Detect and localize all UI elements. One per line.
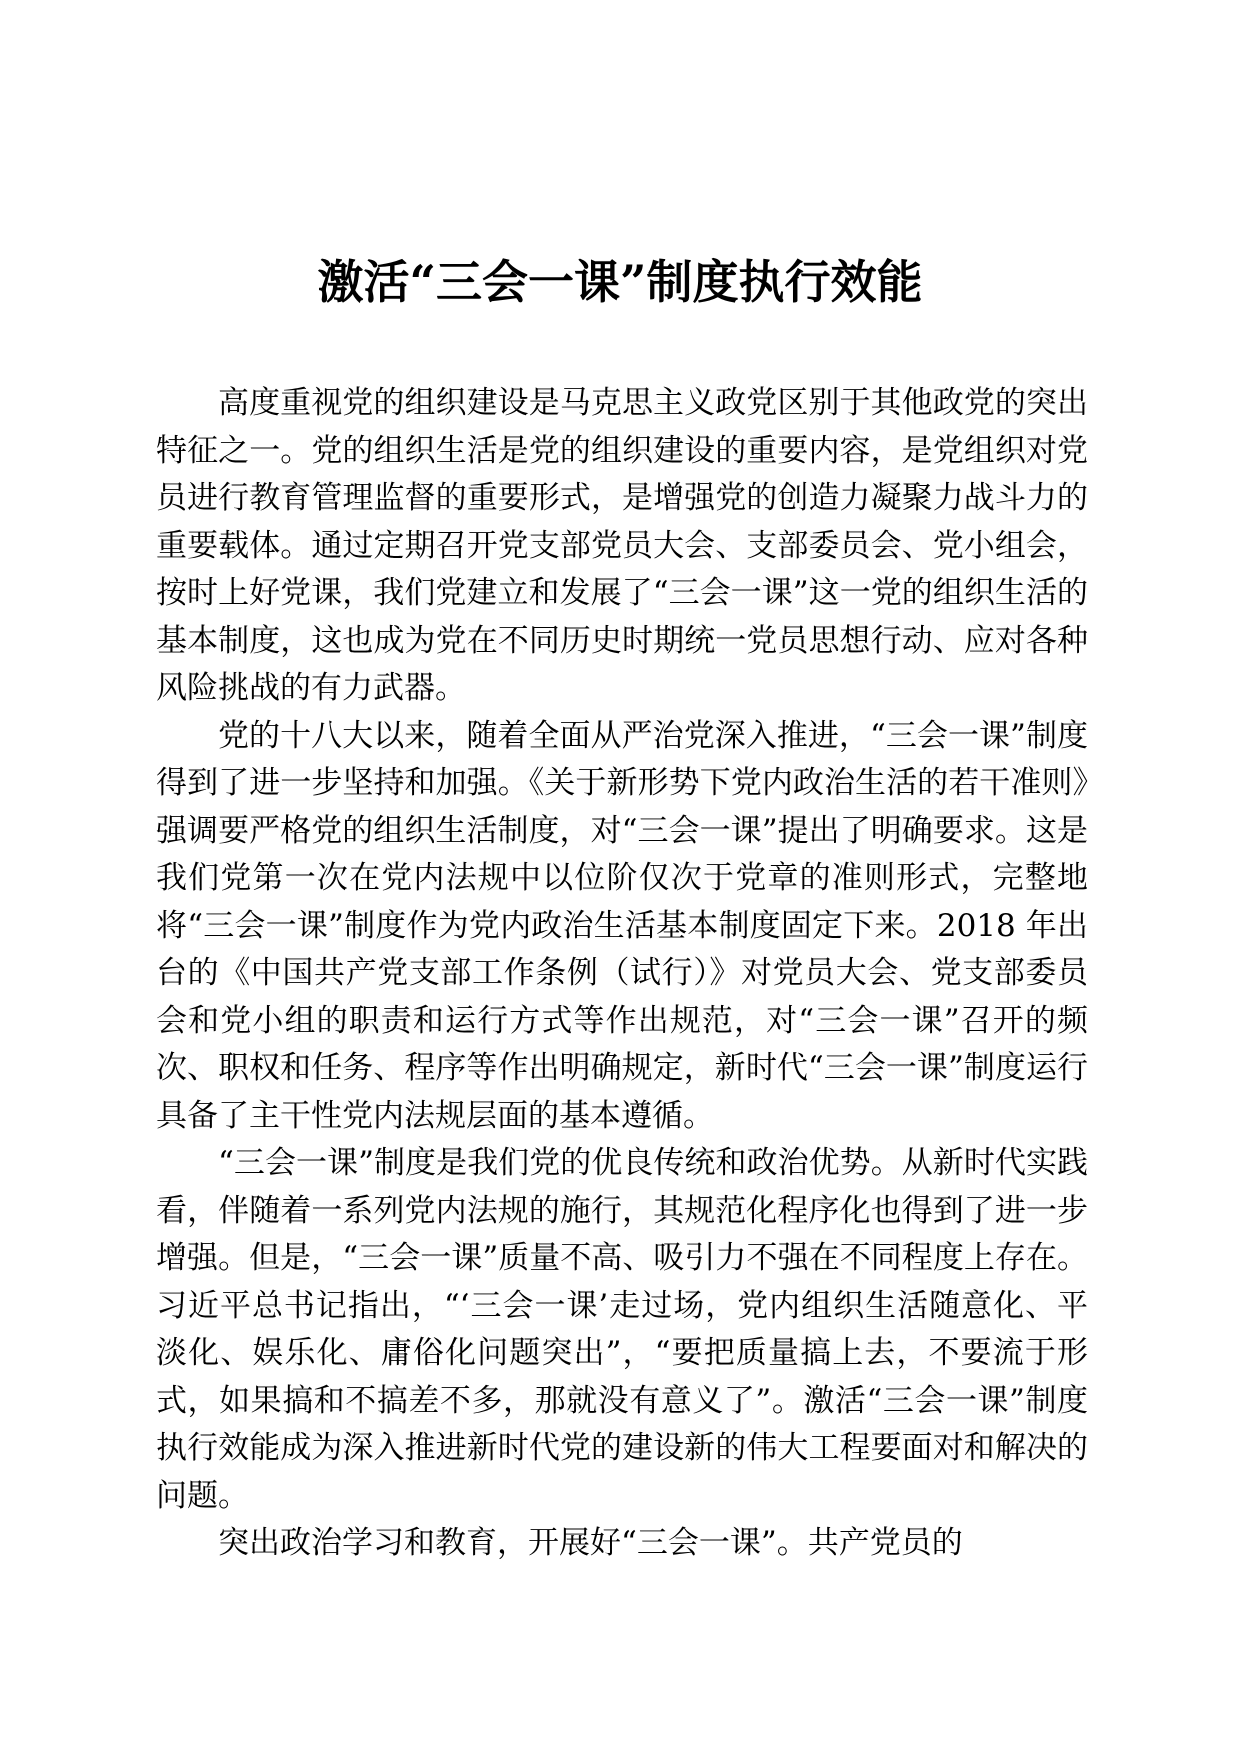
paragraph: 党的十八大以来，随着全面从严治党深入推进，“三会一课”制度得到了进一步坚持和加强。《关于新形势下党内政治生活的若干准则》强调要严格党的组织生活制度，对“三会一课”提出了明确要求。这是我们党第一次在党内法规中以位阶仅次于党章的准则形式，完整地将“三会一课”制度作为党内政治生活基本制度固定下来。2018 年出台的《中国共产党支部工作条例（试行）》对党员大会、党支部委员会和党小组的职责和运行方式等作出规范，对“三会一课”召开的频次、职权和任务、程序等作出明确规定，新时代“三会一课”制度运行具备了主干性党内法规层面的基本遵循。 — [156, 717, 1088, 1134]
paragraph: “三会一课”制度是我们党的优良传统和政治优势。从新时代实践看，伴随着一系列党内法规的施行，其规范化程序化也得到了进一步增强。但是，“三会一课”质量不高、吸引力不强在不同程度上存在。习近平总书记指出，“‘三会一课’走过场，党内组织生活随意化、平淡化、娱乐化、庸俗化问题突出”，“要把质量搞上去，不要流于形式，如果搞和不搞差不多，那就没有意义了”。激活“三会一课”制度执行效能成为深入推进新时代党的建设新的伟大工程要面对和解决的问题。 — [156, 1145, 1088, 1514]
paragraph: 高度重视党的组织建设是马克思主义政党区别于其他政党的突出特征之一。党的组织生活是党的组织建设的重要内容，是党组织对党员进行教育管理监督的重要形式，是增强党的创造力凝聚力战斗力的重要载体。通过定期召开党支部党员大会、支部委员会、党小组会，按时上好党课，我们党建立和发展了“三会一课”这一党的组织生活的基本制度，这也成为党在不同历史时期统一党员思想行动、应对各种风险挑战的有力武器。 — [156, 385, 1088, 706]
document-body — [156, 380, 1088, 1568]
paragraph: 突出政治学习和教育，开展好“三会一课”。共产党员的 — [218, 1525, 963, 1561]
document-title: 激活“三会一课”制度执行效能 — [317, 255, 923, 309]
